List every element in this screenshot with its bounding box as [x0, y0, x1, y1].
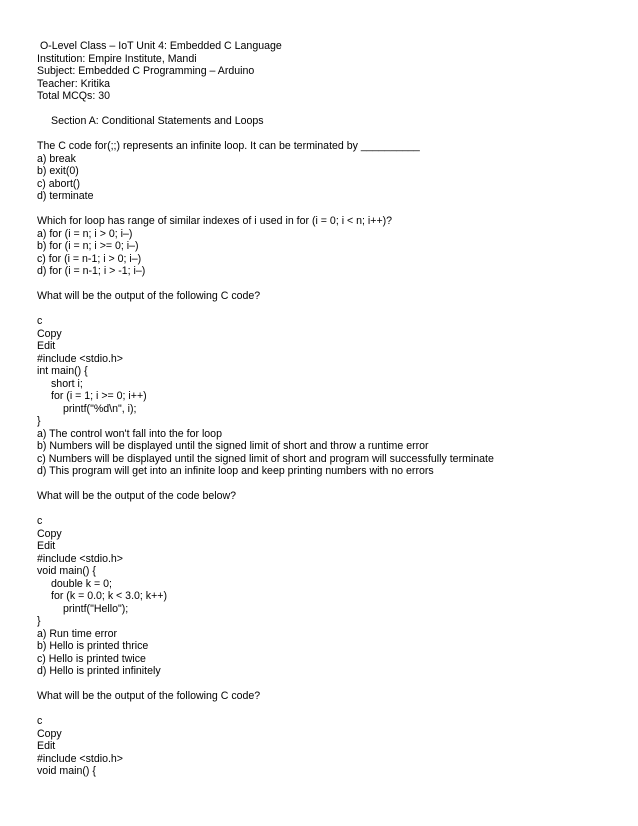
code-line: #include <stdio.h>	[37, 552, 123, 565]
code-line: #include <stdio.h>	[37, 352, 123, 365]
code-language-label: c	[37, 715, 43, 727]
question-stem: The C code for(;;) represents an infinite loop. It can be terminated by __________	[37, 140, 420, 152]
teacher-line: Teacher: Kritika	[37, 77, 111, 90]
section-title: Section A: Conditional Statements and Loops	[51, 115, 264, 127]
edit-label: Edit	[37, 740, 56, 752]
edit-label: Edit	[37, 340, 56, 352]
subject-line: Subject: Embedded C Programming – Arduino	[37, 65, 255, 77]
code-line: void main() {	[37, 565, 96, 577]
code-line: double k = 0;	[51, 577, 112, 590]
code-line: void main() {	[37, 765, 96, 777]
question-5	[37, 690, 607, 778]
question-1	[37, 140, 607, 203]
option-c: c) Hello is printed twice	[37, 652, 146, 665]
option-a: a) The control won't fall into the for loop	[37, 427, 222, 440]
code-line: }	[37, 415, 41, 427]
spacer	[37, 203, 607, 216]
question-3	[37, 290, 607, 478]
spacer	[37, 678, 607, 691]
spacer	[37, 278, 607, 291]
option-b: b) exit(0)	[37, 165, 79, 177]
option-c: c) Numbers will be displayed until the signed limit of short and program will successfully terminate	[37, 452, 494, 465]
total-mcqs-line: Total MCQs: 30	[37, 90, 111, 102]
option-c: c) abort()	[37, 177, 80, 190]
document-header	[37, 40, 607, 103]
code-line: printf("%d\n", i);	[63, 402, 137, 415]
option-a: a) Run time error	[37, 627, 118, 640]
option-c: c) for (i = n-1; i > 0; i–)	[37, 252, 142, 265]
option-d: d) Hello is printed infinitely	[37, 665, 161, 677]
code-line: int main() {	[37, 365, 88, 377]
spacer	[37, 128, 607, 141]
spacer	[37, 103, 607, 116]
option-b: b) Hello is printed thrice	[37, 640, 149, 652]
option-a: a) for (i = n; i > 0; i–)	[37, 227, 133, 240]
question-stem: What will be the output of the following C code?	[37, 690, 261, 702]
spacer	[37, 503, 607, 516]
option-d: d) This program will get into an infinite loop and keep printing numbers with no errors	[37, 465, 434, 477]
code-line: #include <stdio.h>	[37, 752, 123, 765]
institution-line: Institution: Empire Institute, Mandi	[37, 52, 197, 65]
document-page	[37, 40, 607, 778]
option-d: d) terminate	[37, 190, 94, 202]
option-d: d) for (i = n-1; i > -1; i–)	[37, 265, 146, 277]
option-b: b) for (i = n; i >= 0; i–)	[37, 240, 139, 252]
code-language-label: c	[37, 315, 43, 327]
option-b: b) Numbers will be displayed until the signed limit of short and throw a runtime error	[37, 440, 429, 452]
copy-label: Copy	[37, 727, 62, 740]
edit-label: Edit	[37, 540, 56, 552]
document-title: O-Level Class – IoT Unit 4: Embedded C Language	[37, 40, 282, 52]
question-4	[37, 490, 607, 678]
code-language-label: c	[37, 515, 43, 527]
option-a: a) break	[37, 152, 76, 165]
code-line: }	[37, 615, 41, 627]
spacer	[37, 703, 607, 716]
question-stem: What will be the output of the following C code?	[37, 290, 261, 302]
code-line: for (k = 0.0; k < 3.0; k++)	[51, 590, 167, 602]
spacer	[37, 303, 607, 316]
copy-label: Copy	[37, 527, 62, 540]
question-stem: Which for loop has range of similar indexes of i used in for (i = 0; i < n; i++)?	[37, 215, 393, 227]
question-2	[37, 215, 607, 278]
spacer	[37, 478, 607, 491]
code-line: printf("Hello");	[63, 602, 129, 615]
question-stem: What will be the output of the code below?	[37, 490, 237, 502]
copy-label: Copy	[37, 327, 62, 340]
code-line: for (i = 1; i >= 0; i++)	[51, 390, 147, 402]
code-line: short i;	[51, 377, 83, 390]
